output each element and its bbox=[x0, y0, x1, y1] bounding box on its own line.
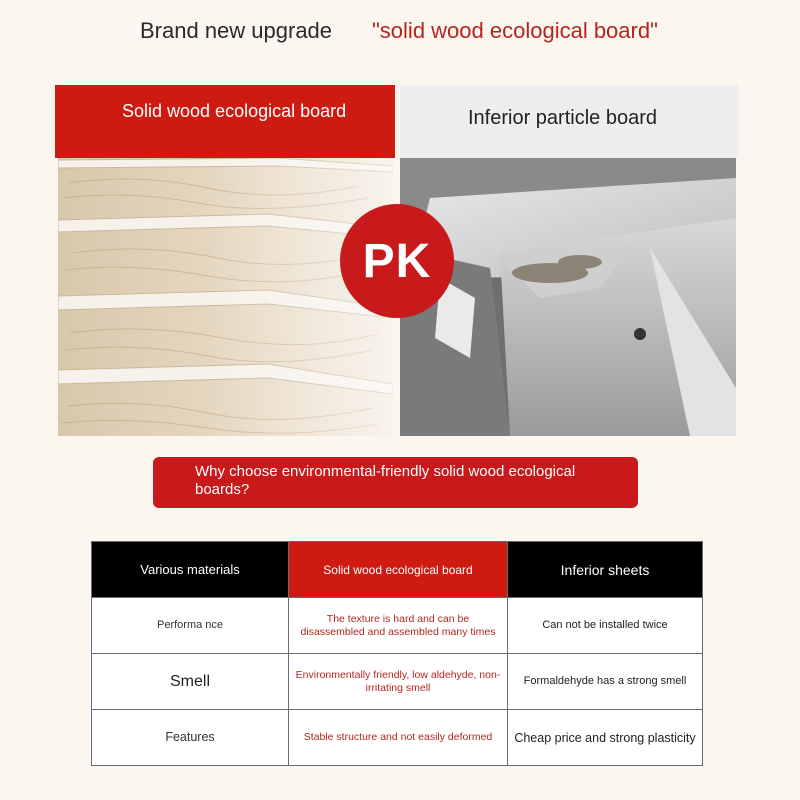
solid-wood-smell: Environmentally friendly, low aldehyde, non-irritating smell bbox=[289, 654, 508, 710]
solid-wood-performance: The texture is hard and can be disassembled and assembled many times bbox=[289, 598, 508, 654]
inferior-smell: Formaldehyde has a strong smell bbox=[508, 654, 703, 710]
table-row bbox=[92, 654, 703, 710]
comparison-table bbox=[91, 541, 703, 766]
solid-wood-board-photo bbox=[58, 158, 393, 436]
row-label-features: Features bbox=[92, 710, 289, 766]
particle-board-label: Inferior particle board bbox=[400, 85, 738, 158]
headline-left: Brand new upgrade bbox=[140, 18, 333, 43]
row-label-performance: Performa nce bbox=[92, 598, 289, 654]
table-row bbox=[92, 598, 703, 654]
inferior-performance: Can not be installed twice bbox=[508, 598, 703, 654]
headline-right: "solid wood ecological board" bbox=[372, 18, 658, 43]
inferior-features: Cheap price and strong plasticity bbox=[508, 710, 703, 766]
table-header-row bbox=[92, 542, 703, 598]
particle-board-photo bbox=[400, 158, 736, 436]
row-label-smell: Smell bbox=[92, 654, 289, 710]
header-inferior-sheets: Inferior sheets bbox=[508, 542, 703, 598]
header-solid-wood: Solid wood ecological board bbox=[289, 542, 508, 598]
solid-wood-features: Stable structure and not easily deformed bbox=[289, 710, 508, 766]
pk-badge: PK bbox=[340, 204, 454, 318]
header-various-materials: Various materials bbox=[92, 542, 289, 598]
solid-wood-label: Solid wood ecological board bbox=[55, 85, 395, 158]
table-row bbox=[92, 710, 703, 766]
why-choose-banner: Why choose environmental-friendly solid wood ecological boards? bbox=[153, 457, 638, 508]
